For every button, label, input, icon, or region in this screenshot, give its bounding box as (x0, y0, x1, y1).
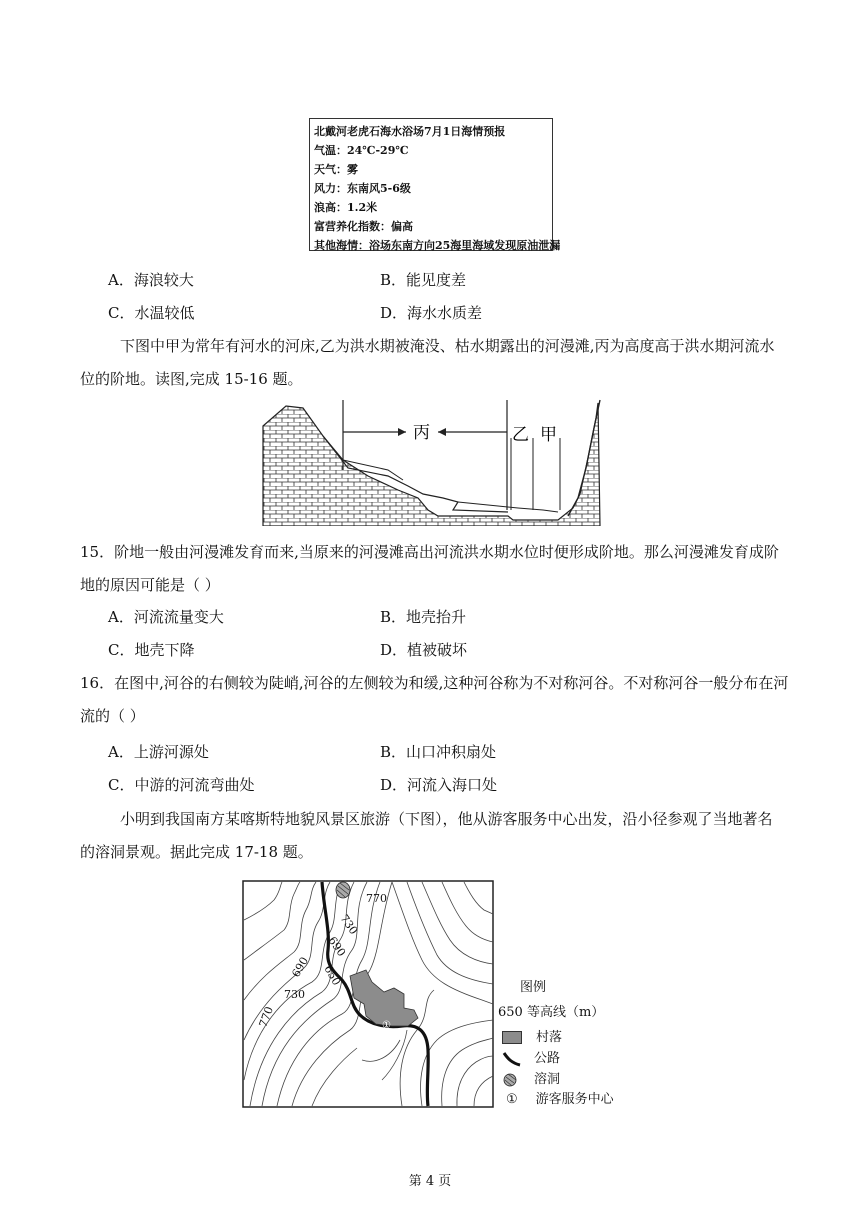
contour-label: 690 (289, 954, 312, 980)
forecast-temp: 气温：24℃-29℃ (314, 144, 409, 157)
intro-15-16-line2: 位的阶地。读图,完成 15-16 题。 (80, 370, 303, 388)
q15-option-c: C．地壳下降 (108, 641, 195, 659)
intro-17-18-line2: 的溶洞景观。据此完成 17-18 题。 (80, 843, 313, 861)
q16-option-d: D．河流入海口处 (380, 776, 498, 794)
legend-cave-label: 溶洞 (534, 1072, 561, 1087)
legend-service-label: 游客服务中心 (535, 1092, 614, 1107)
q15-stem-line1: 15．阶地一般由河漫滩发育而来,当原来的河漫滩高出河流洪水期水位时便形成阶地。那么河漫滩发育成阶 (80, 543, 779, 561)
q16-stem-line2: 流的（ ） (80, 707, 145, 725)
q16-option-c: C．中游的河流弯曲处 (108, 776, 255, 794)
q16-option-b: B．山口冲积扇处 (380, 743, 497, 761)
q15-option-b: B．地壳抬升 (380, 608, 467, 626)
legend-contour-value: 650 (498, 1005, 523, 1020)
legend-cave (502, 1068, 560, 1088)
contour-label: 650 (321, 963, 344, 988)
label-yi: 乙 (512, 425, 529, 445)
forecast-nutrient: 富营养化指数：偏高 (314, 220, 413, 233)
page-number: 第 4 页 (408, 1174, 452, 1189)
q15-option-d: D．植被破坏 (380, 641, 468, 659)
forecast-wind: 风力：东南风5-6级 (314, 182, 411, 195)
forecast-title: 北戴河老虎石海水浴场7月1日海情预报 (314, 125, 506, 138)
service-marker-icon: ① (506, 1092, 518, 1107)
q15-option-a: A．河流流量变大 (108, 608, 224, 626)
label-bing: 丙 (413, 423, 430, 443)
legend-contour-label: 等高线（m） (526, 1005, 605, 1020)
label-jia: 甲 (540, 425, 557, 445)
legend-village-label: 村落 (536, 1030, 563, 1045)
village-swatch-icon (502, 1031, 522, 1044)
legend-contour (498, 1001, 604, 1020)
legend-village (502, 1026, 562, 1045)
contour-label: 770 (256, 1004, 277, 1030)
river-valley-figure (258, 398, 604, 526)
legend-road (502, 1047, 560, 1067)
road-line-icon (502, 1051, 522, 1067)
contour-label: 730 (337, 912, 361, 937)
q14-option-a: A．海浪较大 (108, 271, 194, 289)
contour-label: 690 (325, 934, 349, 959)
q16-option-a: A．上游河源处 (108, 743, 209, 761)
forecast-weather: 天气：雾 (314, 163, 358, 176)
contour-label: 730 (284, 988, 305, 1001)
legend-road-label: 公路 (534, 1051, 561, 1066)
q15-stem-line2: 地的原因可能是（ ） (80, 576, 220, 594)
intro-15-16-line1: 下图中甲为常年有河水的河床,乙为洪水期被淹没、枯水期露出的河漫滩,丙为高度高于洪水期河流水 (120, 337, 775, 355)
forecast-wave: 浪高：1.2米 (314, 201, 378, 214)
karst-contour-map (242, 880, 494, 1108)
q14-option-c: C．水温较低 (108, 304, 195, 322)
contour-label: 770 (366, 892, 387, 905)
q14-option-b: B．能见度差 (380, 271, 467, 289)
intro-17-18-line1: 小明到我国南方某喀斯特地貌风景区旅游（下图），他从游客服务中心出发，沿小径参观了当地著名 (120, 810, 773, 828)
q14-option-d: D．海水水质差 (380, 304, 483, 322)
service-center-marker: ① (382, 1020, 391, 1031)
legend-service (506, 1088, 614, 1107)
cave-icon (502, 1072, 520, 1088)
forecast-other: 其他海情：浴场东南方向25海里海域发现原油泄漏 (314, 239, 561, 252)
legend-title: 图例 (520, 980, 547, 995)
q16-stem-line1: 16．在图中,河谷的右侧较为陡峭,河谷的左侧较为和缓,这种河谷称为不对称河谷。不对称河谷一般分布在河 (80, 674, 789, 692)
sea-forecast-box (309, 118, 561, 252)
